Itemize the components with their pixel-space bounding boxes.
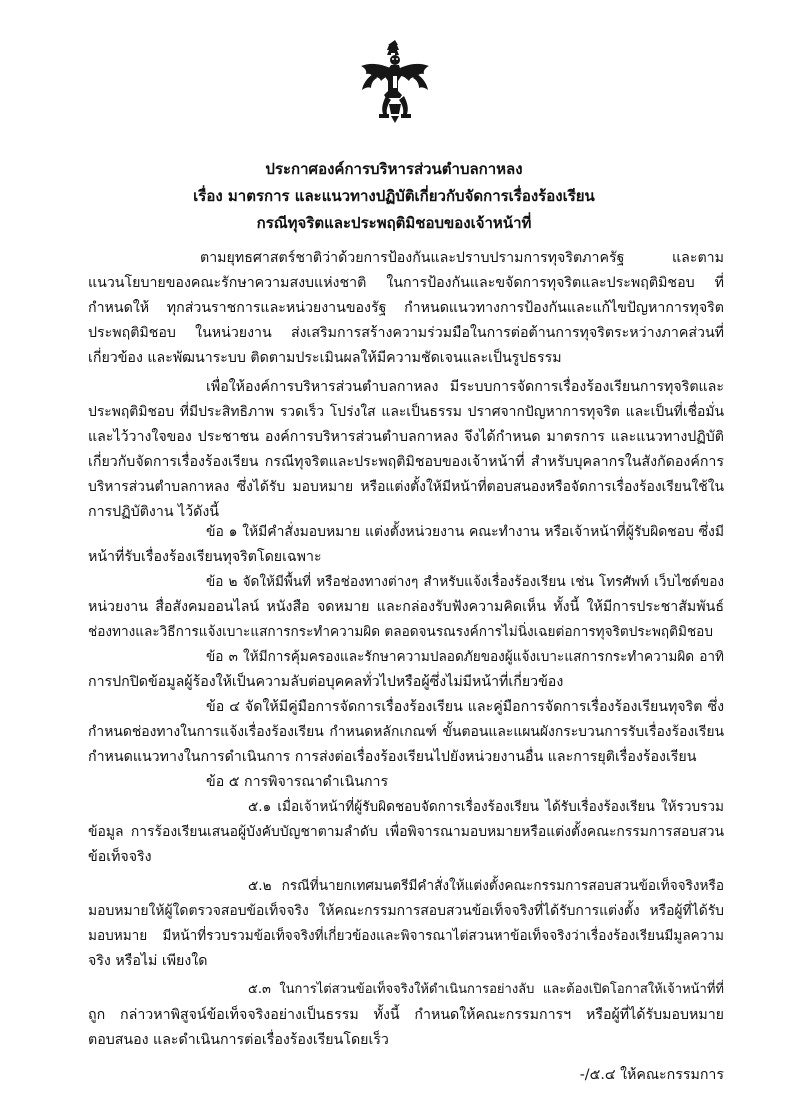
paragraph-line: แนวนโยบายของคณะรักษาความสงบแห่งชาติ ในการป้องกันและขจัดการทุจริตและประพฤติมิชอบ ที่	[88, 275, 724, 291]
clause-2-line: หน่วยงาน สื่อสังคมออนไลน์ หนังสือ จดหมาย และกล่องรับฟังความคิดเห็น ทั้งนี้ ให้มีการประชาสัมพันธ์	[88, 599, 724, 615]
subject-line-continued: กรณีทุจริตและประพฤติมิชอบของเจ้าหน้าที่	[256, 214, 532, 232]
announcement-title: ประกาศองค์การบริหารส่วนตำบลกาหลง	[265, 160, 523, 178]
clause-5-2-line: มอบหมาย มีหน้าที่รวบรวมข้อเท็จจริงที่เกี่ยวข้องและพิจารณาไต่สวนหาข้อเท็จจริงว่าเรื่องร้องเรียนมีมูลความ	[88, 928, 724, 944]
paragraph-line: บริหารส่วนตำบลกาหลง ซึ่งได้รับ มอบหมาย หรือแต่งตั้งให้มีหน้าที่ตอบสนองหรือจัดการเรื่องร้องเรียนใช้ใน	[88, 479, 724, 495]
clause-2-line: ข้อ ๒ จัดให้มีพื้นที่ หรือช่องทางต่างๆ สำหรับแจ้งเรื่องร้องเรียน เช่น โทรศัพท์ เว็บไซต์ของ	[206, 574, 724, 590]
paragraph-line: เกี่ยวข้อง และพัฒนาระบบ ติดตามประเมินผลให้มีความชัดเจนและเป็นรูปธรรม	[88, 350, 562, 366]
page-continuation-note: -/๕.๔ ให้คณะกรรมการ	[579, 1067, 724, 1083]
clause-5-3-line: ถูก กล่าวหาพิสูจน์ข้อเท็จจริงอย่างเป็นธรรม ทั้งนี้ กำหนดให้คณะกรรมการฯ หรือผู้ที่ได้รับมอบหมาย	[88, 1007, 724, 1023]
paragraph-line: ประพฤติมิชอบ ที่มีประสิทธิภาพ รวดเร็ว โปร่งใส และเป็นธรรม ปราศจากปัญหาการทุจริต และเป็นที่เชื่อมั่น	[88, 404, 724, 420]
clause-5-1-line: ๕.๑ เมื่อเจ้าหน้าที่ผู้รับผิดชอบจัดการเรื่องร้องเรียน ได้รับเรื่องร้องเรียน ให้รวบรวม	[248, 799, 724, 815]
clause-5-1-line: ข้อเท็จจริง	[88, 849, 152, 865]
clause-5-2-line: มอบหมายให้ผู้ใดตรวจสอบข้อเท็จจริง ให้คณะกรรมการสอบสวนข้อเท็จจริงที่ได้รับการแต่งตั้ง หรือผู้ที่ได้รับ	[88, 903, 724, 919]
clause-5-2-line: จริง หรือไม่ เพียงใด	[88, 953, 208, 969]
clause-1-line: ข้อ ๑ ให้มีคำสั่งมอบหมาย แต่งตั้งหน่วยงาน คณะทำงาน หรือเจ้าหน้าที่ผู้รับผิดชอบ ซึ่งมี	[206, 524, 724, 540]
clause-5-3-line: ๕.๓ ในการไต่สวนข้อเท็จจริงให้ดำเนินการอย่างลับ และต้องเปิดโอกาสให้เจ้าหน้าที่ที่	[248, 982, 724, 997]
clause-5-1-line: ข้อมูล การร้องเรียนเสนอผู้บังคับบัญชาตามลำดับ เพื่อพิจารณามอบหมายหรือแต่งตั้งคณะกรรมการสอบสวน	[88, 824, 724, 840]
clause-4-line: กำหนดแนวทางในการดำเนินการ การส่งต่อเรื่องร้องเรียนไปยังหน่วยงานอื่น และการยุติเรื่องร้องเรียน	[88, 749, 697, 765]
paragraph-line: เพื่อให้องค์การบริหารส่วนตำบลกาหลง มีระบบการจัดการเรื่องร้องเรียนการทุจริตและ	[206, 379, 724, 395]
paragraph-line: กำหนดให้ ทุกส่วนราชการและหน่วยงานของรัฐ กำหนดแนวทางการป้องกันและแก้ไขปัญหาการทุจริต	[88, 300, 724, 316]
clause-5-2-line: ๕.๒ กรณีที่นายกเทศมนตรีมีคำสั่งให้แต่งตั้งคณะกรรมการสอบสวนข้อเท็จจริงหรือ	[248, 878, 724, 894]
paragraph-line: ประพฤติมิชอบ ในหน่วยงาน ส่งเสริมการสร้างความร่วมมือในการต่อต้านการทุจริตระหว่างภาคส่วนที่	[88, 325, 724, 341]
clause-4-line: ข้อ ๔ จัดให้มีคู่มือการจัดการเรื่องร้องเรียน และคู่มือการจัดการเรื่องร้องเรียนทุจริต ซึ่ง	[206, 699, 724, 715]
paragraph-line: เกี่ยวกับจัดการเรื่องร้องเรียน กรณีทุจริตและประพฤติมิชอบของเจ้าหน้าที่ สำหรับบุคลากรในสังกัดองค์การ	[88, 454, 724, 470]
clause-3-line: การปกปิดข้อมูลผู้ร้องให้เป็นความลับต่อบุคคลทั่วไปหรือผู้ซึ่งไม่มีหน้าที่เกี่ยวข้อง	[88, 674, 564, 690]
subject-line: เรื่อง มาตรการ และแนวทางปฏิบัติเกี่ยวกับจัดการเรื่องร้องเรียน	[193, 187, 595, 205]
clause-1-line: หน้าที่รับเรื่องร้องเรียนทุจริตโดยเฉพาะ	[88, 549, 322, 565]
paragraph-line: และไว้วางใจของ ประชาชน องค์การบริหารส่วนตำบลกาหลง จึงได้กำหนด มาตรการ และแนวทางปฏิบัติ	[88, 429, 724, 445]
clause-5-heading: ข้อ ๕ การพิจารณาดำเนินการ	[206, 774, 389, 790]
clause-2-line: ช่องทางและวิธีการแจ้งเบาะแสการกระทำความผิด ตลอดจนรณรงค์การไม่นิ่งเฉยต่อการทุจริตประพฤติมิชอบ	[88, 624, 713, 640]
paragraph-line: การปฏิบัติงาน ไว้ดังนี้	[88, 504, 219, 520]
garuda-emblem-icon	[353, 38, 437, 124]
clause-5-3-line: ตอบสนอง และดำเนินการต่อเรื่องร้องเรียนโดยเร็ว	[88, 1032, 389, 1048]
clause-3-line: ข้อ ๓ ให้มีการคุ้มครองและรักษาความปลอดภัยของผู้แจ้งเบาะแสการกระทำความผิด อาทิ	[206, 649, 724, 665]
paragraph-line: ตามยุทธศาสตร์ชาติว่าด้วยการป้องกันและปราบปรามการทุจริตภาครัฐ และตาม	[200, 250, 724, 266]
clause-4-line: กำหนดช่องทางในการแจ้งเรื่องร้องเรียน กำหนดหลักเกณฑ์ ขั้นตอนและแผนผังกระบวนการรับเรื่องร้องเรียน	[88, 724, 724, 740]
